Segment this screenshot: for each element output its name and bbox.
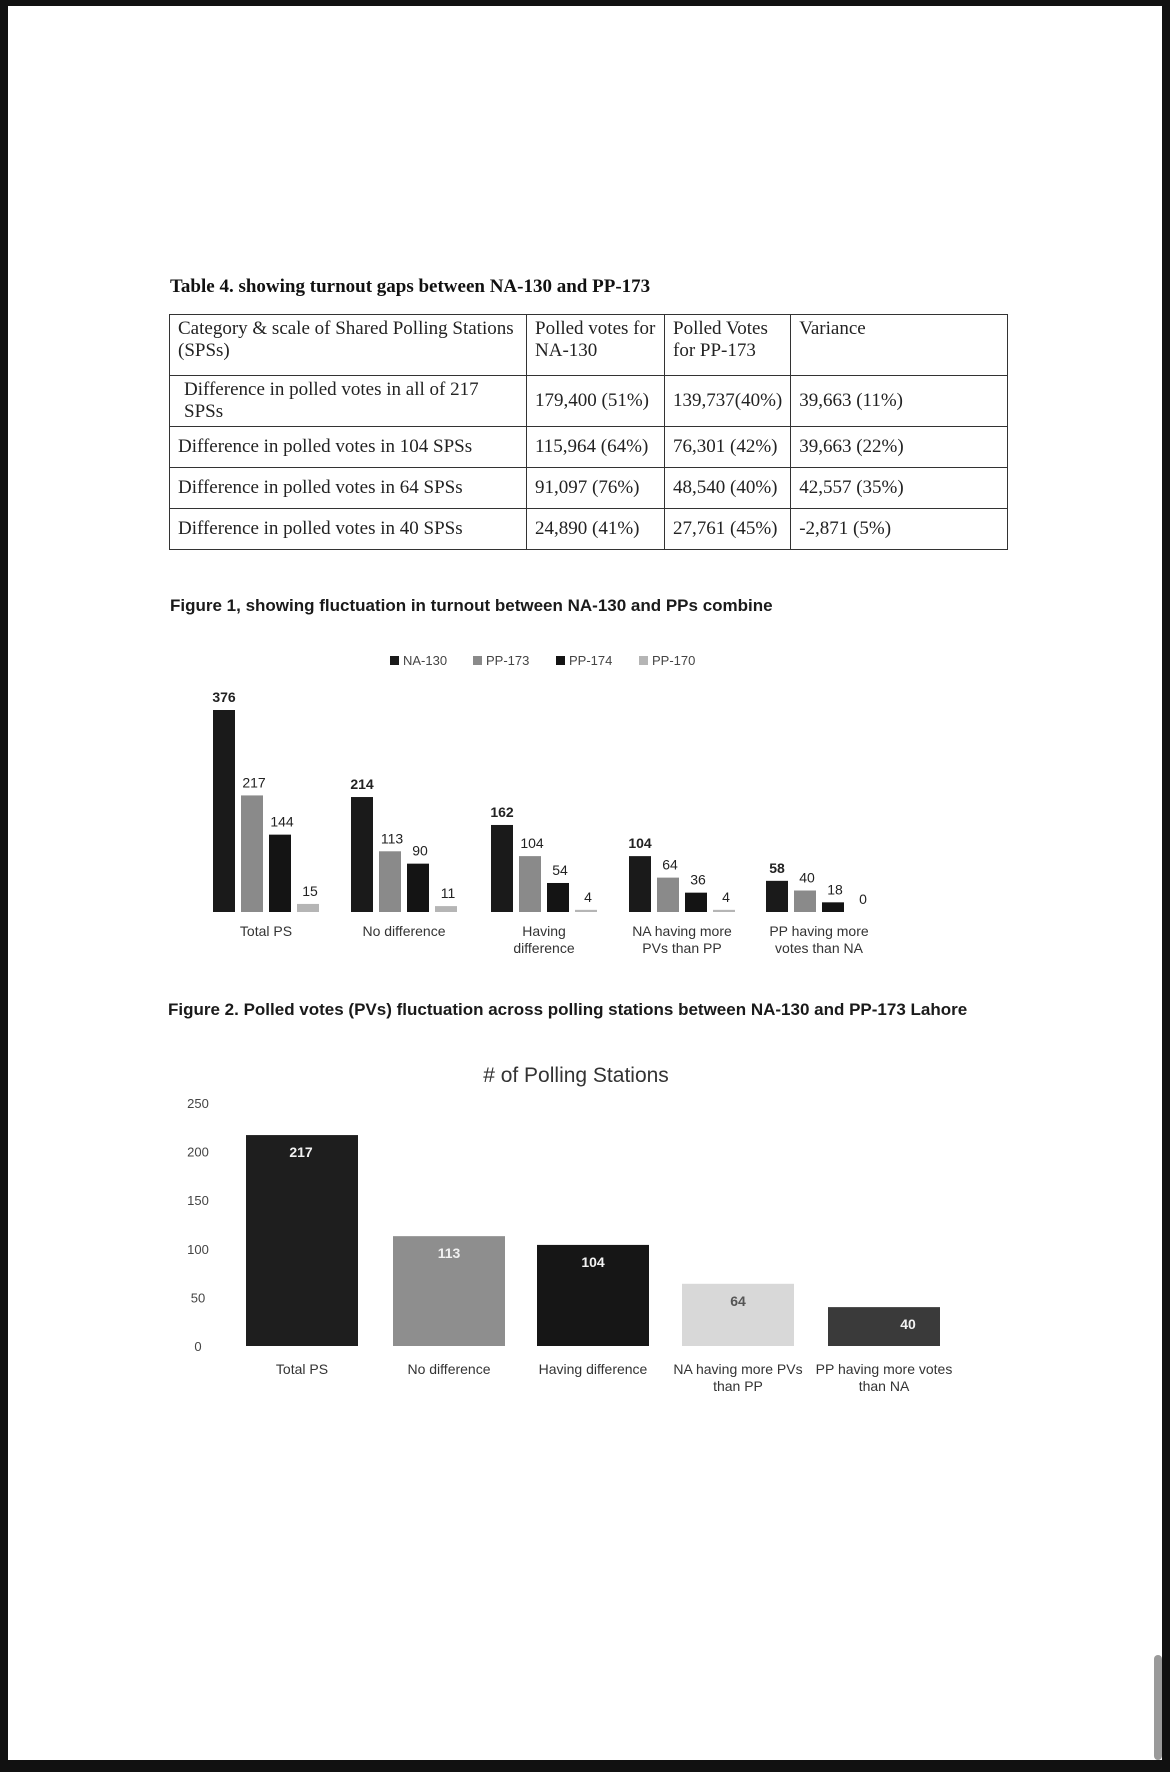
category-label: Having difference — [513, 923, 575, 956]
chart-title: # of Polling Stations — [483, 1064, 669, 1087]
data-label: 54 — [552, 861, 568, 878]
bar-na-130 — [213, 710, 235, 912]
header-category: Category & scale of Shared Polling Stations (SPSs) — [170, 315, 527, 376]
bar-pp-170 — [575, 910, 597, 912]
bar-na-130 — [491, 825, 513, 912]
y-tick-label: 100 — [187, 1241, 209, 1257]
data-label: 18 — [827, 881, 843, 898]
y-tick-label: 50 — [190, 1290, 206, 1306]
legend-entry: PP-174 — [569, 653, 613, 668]
bar — [828, 1307, 940, 1346]
data-label: 217 — [289, 1144, 313, 1161]
legend-entry: PP-173 — [486, 653, 530, 668]
bar-pp-170 — [435, 906, 457, 912]
data-label: 113 — [380, 830, 404, 847]
bar-pp-174 — [547, 883, 569, 912]
data-label: 104 — [520, 835, 544, 852]
bar-na-130 — [351, 797, 373, 912]
legend-entry: PP-170 — [652, 653, 696, 668]
table-row — [170, 468, 1008, 509]
cell-variance: -2,871 (5%) — [791, 509, 1008, 550]
y-tick-label: 0 — [194, 1339, 202, 1354]
legend-swatch — [556, 656, 565, 665]
data-label: 0 — [859, 891, 867, 907]
data-label: 64 — [730, 1292, 746, 1309]
header-na130: Polled votes for NA-130 — [527, 315, 665, 376]
table-row — [170, 509, 1008, 550]
category-label: NA having more PVs than PP — [632, 923, 732, 956]
bar-pp-170 — [713, 910, 735, 912]
legend-swatch — [390, 656, 399, 665]
data-label: 217 — [242, 774, 266, 791]
bar-na-130 — [629, 856, 651, 912]
cell-pp173: 48,540 (40%) — [665, 468, 791, 509]
category-label: NA having more PVs than PP — [673, 1361, 803, 1394]
category-label: Having difference — [538, 1361, 648, 1377]
bar-pp-173 — [519, 856, 541, 912]
cell-na130: 179,400 (51%) — [527, 376, 665, 427]
data-label: 90 — [412, 842, 428, 859]
category-label: No difference — [362, 923, 446, 939]
table-row — [170, 427, 1008, 468]
legend-entry: NA-130 — [403, 653, 448, 668]
figure1-legend — [390, 653, 695, 668]
data-label: 4 — [722, 888, 730, 905]
table-header-row — [170, 315, 1008, 376]
cell-pp173: 27,761 (45%) — [665, 509, 791, 550]
bar-pp-173 — [794, 891, 816, 912]
category-label: Total PS — [275, 1361, 329, 1377]
cell-variance: 39,663 (22%) — [791, 427, 1008, 468]
figure1-chart — [8, 646, 1162, 976]
bar-pp-173 — [241, 795, 263, 912]
data-label: 104 — [628, 835, 652, 852]
data-label: 104 — [581, 1253, 605, 1270]
bar-pp-173 — [379, 851, 401, 912]
cell-category: Difference in polled votes in 104 SPSs — [170, 427, 527, 468]
turnout-table — [169, 314, 1008, 550]
bar-na-130 — [766, 881, 788, 912]
header-variance: Variance — [791, 315, 1008, 376]
figure2-caption: Figure 2. Polled votes (PVs) fluctuation across polling stations between NA-130 and PP-173 Lahore — [168, 1000, 968, 1019]
data-label: 40 — [799, 869, 815, 886]
data-label: 11 — [440, 885, 456, 902]
cell-na130: 115,964 (64%) — [527, 427, 665, 468]
legend-swatch — [473, 656, 482, 665]
data-label: 15 — [302, 882, 318, 899]
data-label: 58 — [769, 859, 785, 876]
data-label: 113 — [437, 1245, 461, 1262]
category-label: PP having more votes than NA — [769, 923, 869, 956]
bar — [246, 1135, 358, 1346]
vertical-scrollbar[interactable] — [1154, 1655, 1162, 1760]
cell-category: Difference in polled votes in all of 217 SPSs — [170, 376, 527, 427]
legend-swatch — [639, 656, 648, 665]
figure2-chart — [8, 1046, 1162, 1416]
data-label: 162 — [490, 803, 514, 820]
data-label: 214 — [350, 776, 374, 793]
bar-pp-174 — [269, 835, 291, 912]
bar-pp-174 — [685, 893, 707, 912]
data-label: 36 — [690, 871, 706, 888]
bar-pp-174 — [407, 864, 429, 912]
bar-pp-170 — [297, 904, 319, 912]
data-label: 144 — [270, 813, 294, 830]
cell-variance: 39,663 (11%) — [791, 376, 1008, 427]
cell-na130: 91,097 (76%) — [527, 468, 665, 509]
y-tick-label: 200 — [187, 1144, 209, 1160]
data-label: 376 — [212, 689, 236, 705]
y-tick-label: 250 — [187, 1096, 209, 1111]
header-pp173: Polled Votes for PP-173 — [665, 315, 791, 376]
cell-category: Difference in polled votes in 40 SPSs — [170, 509, 527, 550]
cell-pp173: 76,301 (42%) — [665, 427, 791, 468]
bar-pp-173 — [657, 878, 679, 912]
cell-na130: 24,890 (41%) — [527, 509, 665, 550]
category-label: Total PS — [239, 923, 293, 939]
table-row — [170, 376, 1008, 427]
data-label: 64 — [662, 856, 678, 873]
cell-variance: 42,557 (35%) — [791, 468, 1008, 509]
cell-pp173: 139,737(40%) — [665, 376, 791, 427]
data-label: 40 — [900, 1316, 916, 1333]
table-title: Table 4. showing turnout gaps between NA-130 and PP-173 — [170, 276, 651, 297]
cell-category: Difference in polled votes in 64 SPSs — [170, 468, 527, 509]
data-label: 4 — [584, 888, 592, 905]
document-page — [8, 6, 1162, 1760]
category-label: PP having more votes than NA — [815, 1361, 953, 1394]
figure1-caption: Figure 1, showing fluctuation in turnout between NA-130 and PPs combine — [170, 596, 773, 615]
bar-pp-174 — [822, 902, 844, 912]
category-label: No difference — [407, 1361, 491, 1377]
y-tick-label: 150 — [187, 1193, 209, 1209]
